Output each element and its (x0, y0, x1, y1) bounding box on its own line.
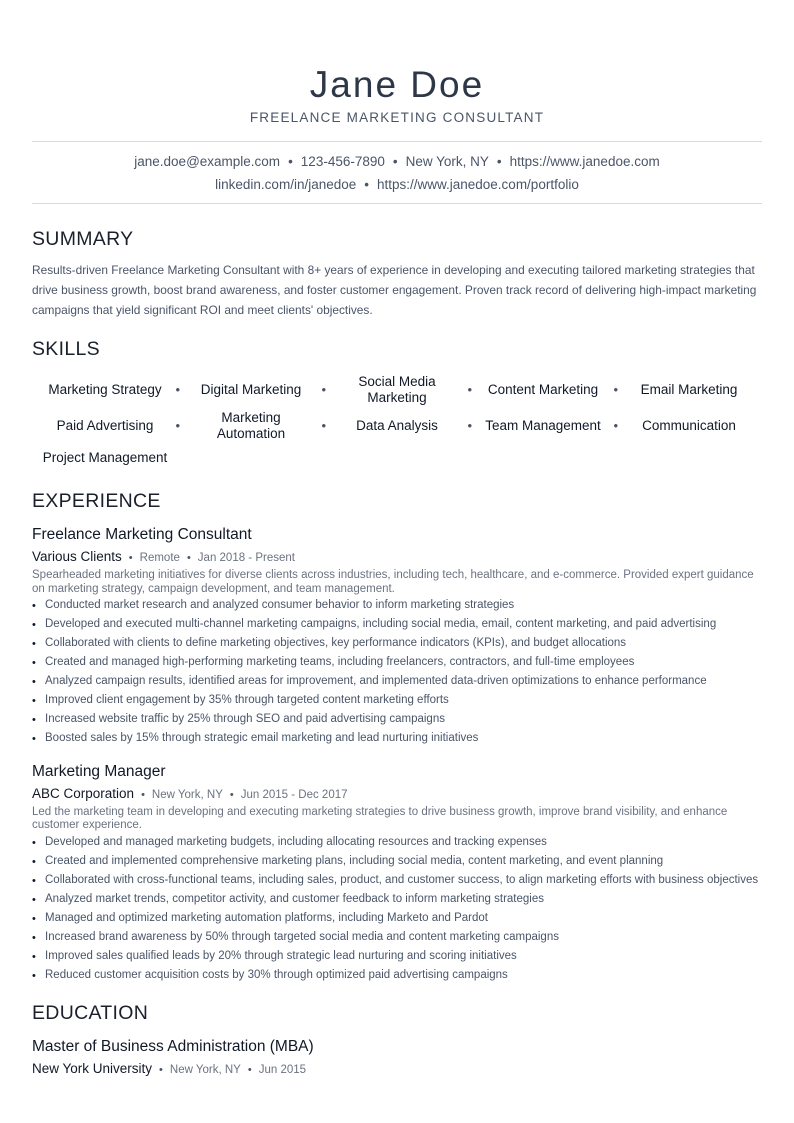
bullet-icon: • (32, 638, 36, 650)
job-entry (32, 762, 762, 983)
skill-item (324, 372, 470, 408)
experience-section (32, 490, 762, 982)
bullet-text: Increased website traffic by 25% through SEO and paid advertising campaigns (45, 713, 445, 725)
skill-label: Paid Advertising (56, 418, 154, 433)
skill-label: Marketing Automation (216, 410, 286, 441)
separator: • (229, 788, 234, 801)
school-name: New York University (32, 1061, 153, 1076)
list-item (32, 713, 762, 727)
bullet-icon: • (32, 893, 36, 906)
list-item (32, 931, 762, 945)
skill-label: Social Media Marketing (358, 374, 436, 405)
skill-label: Email Marketing (640, 382, 738, 397)
bullet-icon: • (32, 657, 36, 669)
list-item (32, 599, 762, 613)
list-item (32, 950, 762, 964)
skill-item (178, 408, 324, 444)
list-item (32, 855, 762, 869)
separator: • (321, 418, 326, 433)
location-text: New York, NY (405, 154, 489, 169)
website-link[interactable]: https://www.janedoe.com (509, 154, 660, 169)
skills-grid (32, 372, 762, 472)
bullet-icon: • (32, 619, 36, 631)
job-meta (32, 785, 762, 804)
list-item (32, 732, 762, 746)
job-bullets (32, 599, 762, 746)
separator: • (141, 788, 145, 801)
list-item (32, 675, 762, 689)
bullet-icon: • (32, 836, 36, 849)
phone-number[interactable]: 123-456-7890 (300, 154, 385, 169)
separator: • (175, 382, 180, 397)
separator: • (175, 418, 180, 433)
separator: • (613, 382, 618, 397)
skill-item (178, 372, 324, 408)
job-title-heading: FREELANCE MARKETING CONSULTANT (249, 110, 545, 125)
separator: • (247, 1064, 252, 1076)
bullet-icon: • (32, 600, 36, 612)
degree-title: Master of Business Administration (MBA) (32, 1038, 314, 1055)
skills-section (32, 338, 762, 472)
list-item (32, 836, 762, 850)
separator: • (288, 154, 293, 169)
bullet-icon: • (32, 714, 36, 726)
list-item (32, 637, 762, 651)
bullet-text: Reduced customer acquisition costs by 30% through optimized paid advertising campaigns (45, 968, 508, 981)
education-heading: EDUCATION (32, 1002, 149, 1024)
bullet-text: Analyzed campaign results, identified areas for improvement, and implemented data-driven optimizations to enhance performance (45, 675, 707, 687)
bullet-text: Analyzed market trends, competitor activity, and customer feedback to inform marketing strategies (45, 892, 544, 905)
list-item (32, 874, 762, 888)
bullet-text: Created and implemented comprehensive marketing plans, including social media, content marketing, and event planning (45, 854, 664, 867)
job-dates: Jan 2018 - Present (197, 552, 295, 564)
job-title: Freelance Marketing Consultant (32, 526, 252, 543)
job-dates: Jun 2015 - Dec 2017 (240, 788, 348, 801)
email-link[interactable]: jane.doe@example.com (134, 154, 281, 169)
job-bullets (32, 836, 762, 983)
skill-label: Project Management (42, 450, 168, 465)
list-item (32, 893, 762, 907)
summary-text: Results-driven Freelance Marketing Consultant with 8+ years of experience in developing and executing tailored marketing strategies that drive business growth, boost brand awareness, and foster customer engagement. Proven track record of delivering high-impact marketing campaigns that yield significant ROI and meet clients' objectives. (32, 263, 757, 317)
bullet-text: Improved sales qualified leads by 20% through strategic lead nurturing and scoring initiatives (45, 949, 517, 962)
bullet-icon: • (32, 950, 36, 963)
skill-item (32, 444, 178, 472)
separator: • (613, 418, 618, 433)
bullet-text: Boosted sales by 15% through strategic email marketing and lead nurturing initiatives (45, 732, 479, 744)
company-name: ABC Corporation (32, 785, 135, 801)
skills-heading: SKILLS (32, 338, 100, 360)
separator: • (364, 177, 369, 192)
bullet-icon: • (32, 969, 36, 982)
separator: • (467, 418, 472, 433)
resume-page (32, 0, 762, 1079)
separator: • (128, 552, 133, 564)
summary-section (32, 228, 762, 320)
job-title: Marketing Manager (32, 762, 166, 780)
list-item (32, 694, 762, 708)
job-meta (32, 548, 762, 567)
job-location: New York, NY (151, 788, 223, 801)
bullet-text: Created and managed high-performing marketing teams, including freelancers, contractors, and full-time employees (45, 656, 635, 668)
skill-item (32, 408, 178, 444)
skill-item (470, 408, 616, 444)
candidate-name: Jane Doe (309, 64, 485, 105)
contact-info (32, 142, 762, 203)
bullet-text: Increased brand awareness by 50% through targeted social media and content marketing campaigns (45, 930, 559, 943)
bullet-text: Conducted market research and analyzed consumer behavior to inform marketing strategies (45, 599, 515, 611)
education-meta (32, 1060, 762, 1079)
list-item (32, 656, 762, 670)
company-name: Various Clients (32, 549, 122, 564)
bullet-icon: • (32, 912, 36, 925)
separator: • (159, 1064, 163, 1076)
separator: • (392, 154, 398, 169)
skill-item (616, 372, 762, 408)
skill-item (32, 372, 178, 408)
divider (32, 203, 762, 204)
skill-label: Communication (642, 418, 736, 433)
portfolio-link[interactable]: https://www.janedoe.com/portfolio (376, 177, 579, 192)
skill-item (324, 408, 470, 444)
skill-item (470, 372, 616, 408)
summary-heading: SUMMARY (32, 228, 134, 250)
skill-label: Data Analysis (356, 418, 438, 433)
bullet-icon: • (32, 931, 36, 944)
job-entry (32, 525, 762, 746)
bullet-text: Collaborated with clients to define marketing objectives, key performance indicators (KPIs), and budget allocations (45, 637, 627, 649)
bullet-icon: • (32, 733, 36, 745)
list-item (32, 912, 762, 926)
bullet-text: Developed and managed marketing budgets, including allocating resources and tracking expenses (45, 835, 547, 848)
skill-label: Digital Marketing (200, 382, 302, 397)
school-location: New York, NY (169, 1064, 241, 1076)
skill-label: Marketing Strategy (48, 382, 162, 397)
separator: • (321, 382, 326, 397)
bullet-icon: • (32, 695, 36, 707)
bullet-icon: • (32, 676, 36, 688)
separator: • (467, 382, 472, 397)
job-location: Remote (139, 552, 180, 564)
list-item (32, 618, 762, 632)
separator: • (496, 154, 502, 169)
bullet-icon: • (32, 855, 36, 868)
job-description: Spearheaded marketing initiatives for diverse clients across industries, including tech, healthcare, and e-commerce. Provided expert guidance on marketing strategy, campaign development, and team management. (32, 569, 754, 595)
bullet-text: Managed and optimized marketing automation platforms, including Marketo and Pardot (45, 911, 488, 924)
skill-label: Content Marketing (487, 382, 599, 397)
bullet-icon: • (32, 874, 36, 887)
graduation-date: Jun 2015 (258, 1064, 307, 1076)
education-section (32, 1002, 762, 1079)
job-description: Led the marketing team in developing and executing marketing strategies to drive business growth, improve brand visibility, and enhance customer experience. (32, 805, 728, 831)
linkedin-link[interactable]: linkedin.com/in/janedoe (215, 177, 357, 192)
list-item (32, 969, 762, 983)
skill-label: Team Management (485, 418, 601, 433)
experience-heading: EXPERIENCE (32, 490, 161, 512)
separator: • (186, 552, 191, 564)
bullet-text: Improved client engagement by 35% through targeted content marketing efforts (45, 694, 449, 706)
skill-item (616, 408, 762, 444)
bullet-text: Developed and executed multi-channel marketing campaigns, including social media, email, content marketing, and paid advertising (45, 618, 717, 630)
bullet-text: Collaborated with cross-functional teams, including sales, product, and customer success, to align marketing efforts with business objectives (45, 873, 759, 886)
